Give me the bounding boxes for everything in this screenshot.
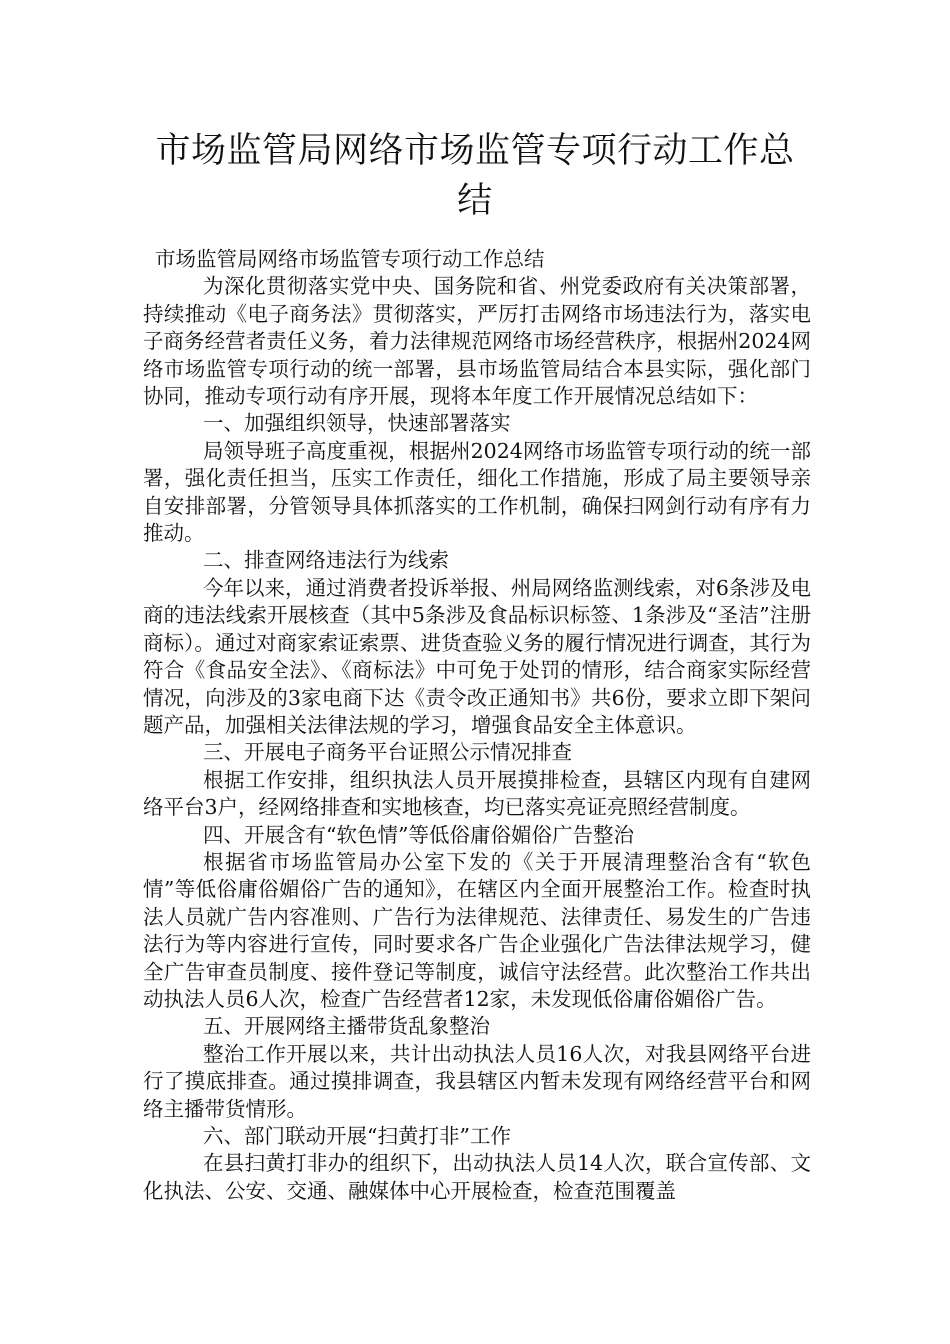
section-heading-3: 三、开展电子商务平台证照公示情况排查: [203, 740, 572, 765]
section-body-6: 在县扫黄打非办的组织下，出动执法人员14人次，联合宣传部、文化执法、公安、交通、融媒体中心开展检查，检查范围覆盖: [143, 1151, 811, 1203]
section-body-1: 局领导班子高度重视，根据州2024网络市场监管专项行动的统一部署，强化责任担当，压实工作责任，细化工作措施，形成了局主要领导亲自安排部署，分管领导具体抓落实的工作机制，确保扫网剑行动有序有力推动。: [143, 438, 811, 546]
section-body-3: 根据工作安排，组织执法人员开展摸排检查，县辖区内现有自建网络平台3户，经网络排查和实地核查，均已落实亮证亮照经营制度。: [143, 767, 811, 820]
section-heading-4: 四、开展含有“软色情”等低俗庸俗媚俗广告整治: [203, 822, 634, 847]
section-heading-5: 五、开展网络主播带货乱象整治: [203, 1014, 490, 1039]
section-body-4: 根据省市场监管局办公室下发的《关于开展清理整治含有“软色情”等低俗庸俗媚俗广告的通知》，在辖区内全面开展整治工作。检查时执法人员就广告内容准则、广告行为法律规范、法律责任、易发生的广告违法行为等内容进行宣传，同时要求各广告企业强化广告法律法规学习，健全广告审查员制度、接件登记等制度，诚信守法经营。此次整治工作共出动执法人员6人次，检查广告经营者12家，未发现低俗庸俗媚俗广告。: [143, 849, 811, 1011]
section-heading-1: 一、加强组织领导，快速部署落实: [203, 411, 511, 436]
document-body: [143, 246, 811, 1205]
section-heading-2: 二、排查网络违法行为线索: [203, 548, 449, 573]
document-title: 市场监管局网络市场监管专项行动工作总结: [155, 131, 795, 221]
section-heading-6: 六、部门联动开展“扫黄打非”工作: [203, 1124, 511, 1148]
intro-paragraph: 为深化贯彻落实党中央、国务院和省、州党委政府有关决策部署，持续推动《电子商务法》贯彻落实，严厉打击网络市场违法行为，落实电子商务经营者责任义务，着力法律规范网络市场经营秩序，根据州2024网络市场监管专项行动的统一部署，县市场监管局结合本县实际，强化部门协同，推动专项行动有序开展，现将本年度工作开展情况总结如下：: [143, 274, 811, 409]
document-subtitle: 市场监管局网络市场监管专项行动工作总结: [155, 247, 545, 271]
section-body-2: 今年以来，通过消费者投诉举报、州局网络监测线索，对6条涉及电商的违法线索开展核查（其中5条涉及食品标识标签、1条涉及“圣洁”注册商标）。通过对商家索证索票、进货查验义务的履行情况进行调查，其行为符合《食品安全法》、《商标法》中可免于处罚的情形，结合商家实际经营情况，向涉及的3家电商下达《责令改正通知书》共6份，要求立即下架问题产品，加强相关法律法规的学习，增强食品安全主体意识。: [143, 575, 811, 737]
section-body-5: 整治工作开展以来，共计出动执法人员16人次，对我县网络平台进行了摸底排查。通过摸排调查，我县辖区内暂未发现有网络经营平台和网络主播带货情形。: [143, 1041, 811, 1121]
